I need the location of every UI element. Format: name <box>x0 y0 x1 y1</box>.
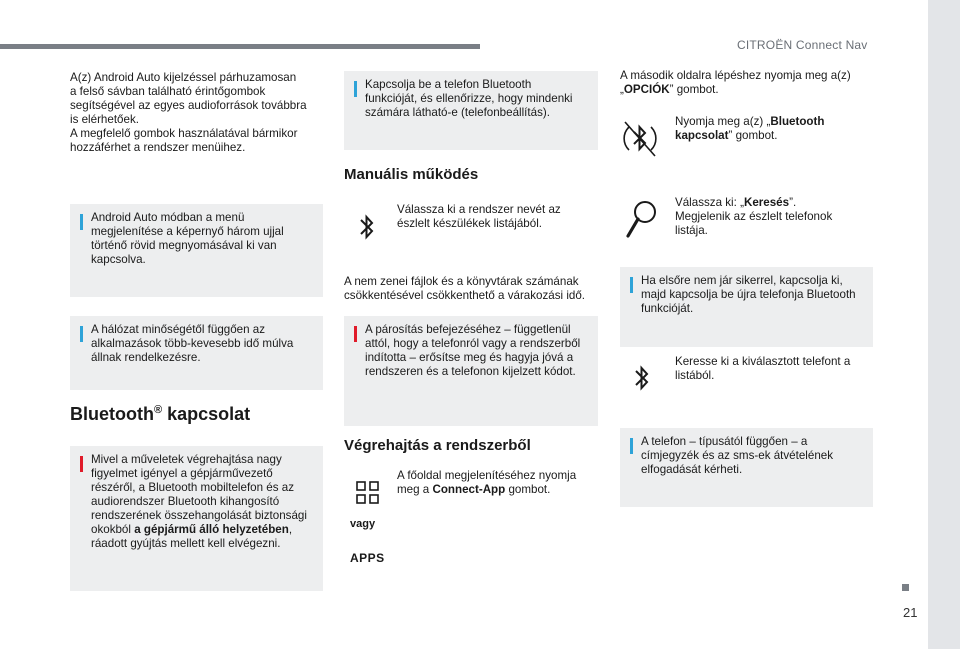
warning-box-pairing <box>344 316 598 426</box>
android-auto-intro: A(z) Android Auto kijelzéssel párhuzamosan a felső sávban található érintőgombok segítségével az egyes audioforrások továbbra is elérhetőek. A megfelelő gombok használatával bármikor hozzáférhet a rendszer menüihez. <box>70 71 307 154</box>
connect-app-grid-icon <box>356 481 379 504</box>
step-bluetooth-connection: Nyomja meg a(z) „Bluetooth kapcsolat” gombot. <box>675 115 825 142</box>
info-text: A hálózat minőségétől függően az alkalmazások több-kevesebb idő múlva állnak rendelkezésre. <box>91 323 294 364</box>
info-box-network <box>70 316 323 390</box>
system-heading: Végrehajtás a rendszerből <box>344 437 531 454</box>
info-marker <box>80 326 83 342</box>
bluetooth-heading <box>70 404 250 425</box>
warning-text: Mivel a műveletek végrehajtása nagy figyelmet igényel a gépjárművezető részéről, a Bluetooth mobiltelefon és az audiorendszer Bluetooth kihangosító rendszerének összehangolását biztonsági okokból a gépjármű álló helyzetében, ráadott gyújtás mellett kell elvégezni. <box>91 453 307 550</box>
info-marker <box>80 214 83 230</box>
brand-title: CITROËN Connect Nav <box>737 38 868 52</box>
info-marker <box>354 81 357 97</box>
bluetooth-connection-icon <box>620 118 660 160</box>
system-step-text: A főoldal megjelenítéséhez nyomja meg a Connect-App gombot. <box>397 469 577 496</box>
info-box-enable-bluetooth <box>344 71 598 150</box>
continue-marker <box>902 584 909 591</box>
info-box-android-menu <box>70 204 323 297</box>
options-intro-text: A második oldalra lépéshez nyomja meg a(z) „OPCIÓK” gombot. <box>620 69 851 96</box>
info-box-contacts <box>620 428 873 507</box>
bluetooth-icon <box>632 363 652 393</box>
page-number: 21 <box>903 605 918 620</box>
info-marker <box>630 438 633 454</box>
info-box-retry <box>620 267 873 347</box>
or-label: vagy <box>350 518 376 530</box>
warning-box-safety <box>70 446 323 591</box>
header-bar <box>0 44 480 49</box>
manual-step-text: Válassza ki a rendszer nevét az észlelt készülékek listájából. <box>397 203 561 230</box>
heading-text-rest: kapcsolat <box>162 404 251 424</box>
step-select-phone: Keresse ki a kiválasztott telefont a listából. <box>675 355 851 382</box>
info-text: Android Auto módban a menü megjelenítése a képernyő három ujjal történő rövid megnyomásával ki van kapcsolva. <box>91 211 284 266</box>
manual-tip-text: A nem zenei fájlok és a könyvtárak számának csökkentésével csökkenthető a várakozási idő. <box>344 275 586 302</box>
warning-text: A párosítás befejezéséhez – függetlenül attól, hogy a telefonról vagy a rendszerből indította – erősítse meg és hagyja jóvá a rendszeren és a telefonon kijelzett kódot. <box>365 323 581 378</box>
heading-text: Bluetooth <box>70 404 154 424</box>
info-text: A telefon – típusától függően – a címjegyzék és az sms-ek átvételének elfogadását kérheti. <box>641 435 834 476</box>
side-strip <box>928 0 960 649</box>
registered-mark: ® <box>153 404 163 416</box>
warning-marker <box>80 456 83 472</box>
bluetooth-icon <box>357 212 377 242</box>
apps-label: APPS <box>350 551 385 565</box>
info-text: Ha elsőre nem jár sikerrel, kapcsolja ki, majd kapcsolja be újra telefonja Bluetooth funkcióját. <box>641 274 856 315</box>
info-text: Kapcsolja be a telefon Bluetooth funkcióját, és ellenőrizze, hogy mindenki számára látható-e (telefonbeállítás). <box>365 78 573 119</box>
warning-marker <box>354 326 357 342</box>
manual-heading: Manuális működés <box>344 166 479 183</box>
step-search: Válassza ki: „Keresés”. Megjelenik az észlelt telefonok listája. <box>675 196 833 237</box>
info-marker <box>630 277 633 293</box>
search-icon <box>624 198 660 240</box>
